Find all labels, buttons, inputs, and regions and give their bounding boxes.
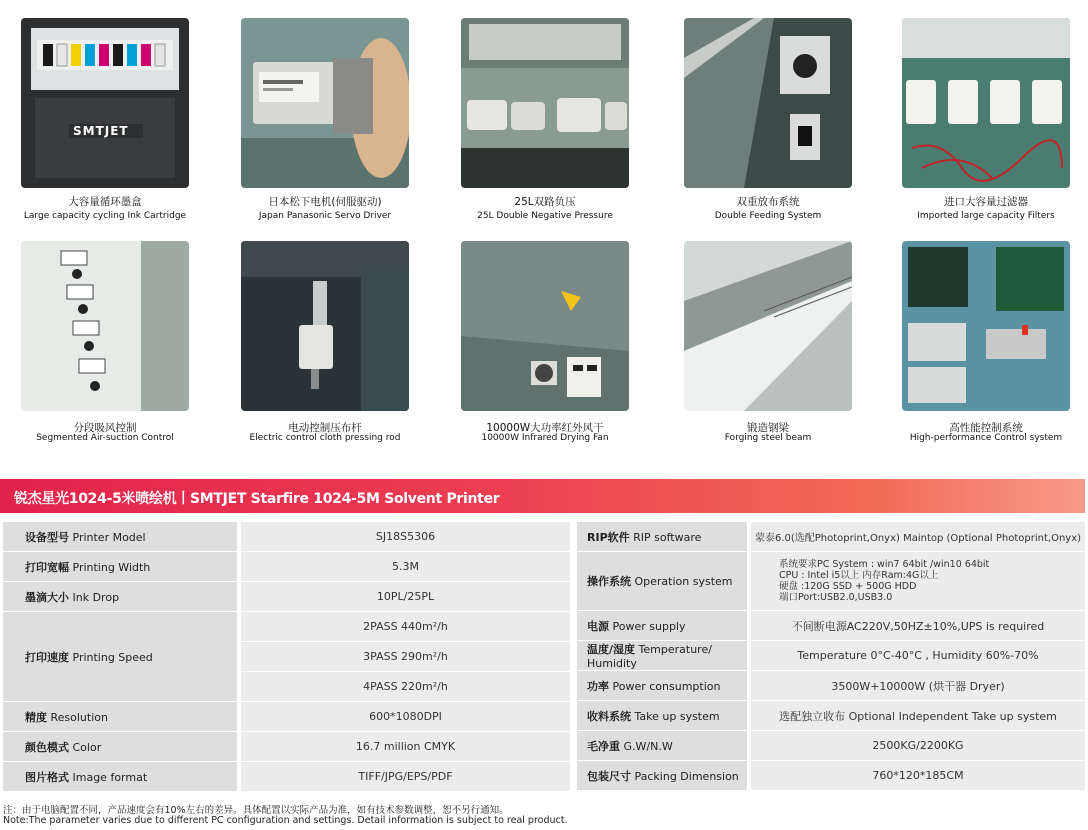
spec-value: 10PL/25PL (241, 582, 570, 611)
spec-row (577, 671, 1085, 700)
spec-value: 2500KG/2200KG (751, 731, 1085, 760)
feature-photo-servo-driver (241, 18, 409, 188)
spec-row (3, 732, 570, 761)
spec-value: 16.7 million CMYK (241, 732, 570, 761)
footnote-en: Note:The parameter varies due to different PC configuration and settings. Detail information is subject to real product. (3, 815, 568, 826)
feature-caption-en: Double Feeding System (714, 211, 822, 221)
spec-value: SJ18S5306 (241, 522, 570, 551)
spec-value: 不间断电源AC220V,50HZ±10%,UPS is required (751, 611, 1085, 640)
spec-label: 颜色模式 Color (3, 732, 237, 761)
feature-photo-filters (902, 18, 1070, 188)
feature-caption-cn: 10000W大功率红外风干 (486, 422, 604, 434)
feature-caption-cn: 25L双路负压 (514, 196, 576, 208)
spec-row (577, 611, 1085, 640)
spec-label: 打印速度 Printing Speed (3, 612, 237, 701)
feature-caption-cn: 高性能控制系统 (949, 422, 1023, 434)
spec-value: 3PASS 290m²/h (241, 642, 570, 671)
feature-caption-cn: 双重放布系统 (736, 196, 800, 208)
feature-caption-en: Segmented Air-suction Control (36, 433, 174, 443)
footnote-cn: 注：由于电脑配置不同，产品速度会有10%左右的差异。具体配置以实际产品为准，如有技术参数调整，恕不另行通知。 (3, 805, 509, 816)
smtjet-logo: SMTJET (73, 124, 129, 138)
spec-value: 2PASS 440m²/h (241, 612, 570, 641)
spec-row (577, 731, 1085, 760)
banner-title: 锐杰星光1024-5米喷绘机丨SMTJET Starfire 1024-5M Solvent Printer (14, 491, 500, 507)
feature-photo-feeding-system (684, 18, 852, 188)
spec-row (3, 702, 570, 731)
spec-label: 功率 Power consumption (577, 671, 747, 700)
feature-caption-en: High-performance Control system (909, 433, 1063, 443)
feature-caption-cn: 电动控制压布杆 (288, 422, 362, 434)
feature-caption-cn: 分段吸风控制 (73, 422, 137, 434)
spec-row (577, 552, 1085, 610)
spec-value: 选配独立收布 Optional Independent Take up system (751, 701, 1085, 730)
spec-label: 电源 Power supply (577, 611, 747, 640)
spec-row (577, 641, 1085, 670)
spec-value: 760*120*185CM (751, 761, 1085, 790)
spec-table-left (3, 522, 570, 791)
feature-caption-en: Large capacity cycling Ink Cartridge (23, 211, 187, 221)
spec-label: 精度 Resolution (3, 702, 237, 731)
spec-row (577, 761, 1085, 790)
spec-label: 收料系统 Take up system (577, 701, 747, 730)
spec-row (3, 522, 570, 551)
feature-photo-control-system (902, 241, 1070, 411)
spec-label: 温度/湿度 Temperature/ Humidity (577, 641, 747, 670)
spec-value: 5.3M (241, 552, 570, 581)
spec-value: TIFF/JPG/EPS/PDF (241, 762, 570, 791)
spec-label: 打印宽幅 Printing Width (3, 552, 237, 581)
title-banner (0, 479, 1085, 513)
spec-row (577, 701, 1085, 730)
feature-photo-drying-fan (461, 241, 629, 411)
feature-caption-cn: 进口大容量过滤器 (944, 196, 1028, 208)
spec-value: 3500W+10000W (烘干器 Dryer) (751, 671, 1085, 700)
feature-photo-negative-pressure (461, 18, 629, 188)
feature-photo-pressing-rod (241, 241, 409, 411)
spec-value: 600*1080DPI (241, 702, 570, 731)
feature-photo-steel-beam (684, 241, 852, 411)
spec-value-multiline: 系统要求PC System : win7 64bit /win10 64bit CPU : Intel i5以上 内存Ram:4G以上 硬盘 :120G SSD + 500G HDD 端口Port:USB2.0,USB3.0 (751, 552, 1085, 610)
feature-caption-en: Electric control cloth pressing rod (249, 433, 401, 443)
spec-row (577, 522, 1085, 551)
feature-caption-en: 25L Double Negative Pressure (477, 211, 613, 221)
feature-caption-en: Forging steel beam (724, 433, 812, 443)
feature-photo-air-suction (21, 241, 189, 411)
spec-label: 墨滴大小 Ink Drop (3, 582, 237, 611)
feature-caption-en: 10000W Infrared Drying Fan (481, 433, 609, 443)
spec-table-right (577, 522, 1085, 790)
feature-caption-cn: 大容量循环墨盒 (68, 196, 142, 208)
spec-row (3, 762, 570, 791)
spec-label: RIP软件 RIP software (577, 522, 747, 551)
spec-label: 包装尺寸 Packing Dimension (577, 761, 747, 790)
spec-value: 4PASS 220m²/h (241, 672, 570, 701)
feature-photo-ink-cartridge (21, 18, 189, 188)
spec-row (3, 612, 570, 641)
spec-label: 设备型号 Printer Model (3, 522, 237, 551)
feature-caption-en: Japan Panasonic Servo Driver (258, 211, 392, 221)
feature-caption-en: Imported large capacity Filters (917, 211, 1055, 221)
feature-caption-cn: 锻造钢梁 (747, 422, 789, 434)
spec-row (3, 552, 570, 581)
spec-value: 蒙泰6.0(选配Photoprint,Onyx) Maintop (Optional Photoprint,Onyx) (751, 522, 1085, 551)
feature-caption-cn: 日本松下电机(伺服驱动) (268, 196, 382, 208)
spec-row (3, 582, 570, 611)
spec-value: Temperature 0°C-40°C , Humidity 60%-70% (751, 641, 1085, 670)
spec-label: 毛净重 G.W/N.W (577, 731, 747, 760)
spec-label: 图片格式 Image format (3, 762, 237, 791)
spec-label: 操作系统 Operation system (577, 552, 747, 610)
